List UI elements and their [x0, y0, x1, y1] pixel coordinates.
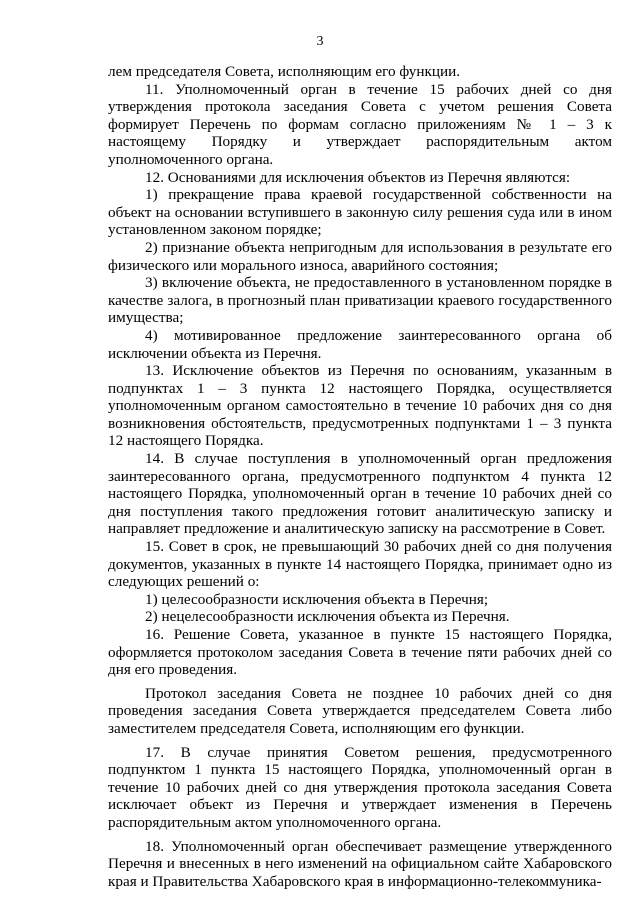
paragraph-continuation: лем председателя Совета, исполняющим его функции. [108, 63, 461, 80]
paragraph-13: 13. Исключение объектов из Перечня по основаниям, указанным в подпунктах 1 – 3 пункта 12 настоящего Порядка, осуществляется уполномоченным органом самостоятельно в течение 10 рабочих дня со дня возникновения обстоятельств, предусмотренных подпунктами 1 – 3 пункта 12 настоящего Порядка. [108, 362, 612, 450]
paragraph-15-item-1: 1) целесообразности исключения объекта в Перечня; [145, 590, 489, 608]
paragraph-12-item-4: 4) мотивированное предложение заинтересованного органа об исключении объекта из Перечня. [108, 326, 612, 362]
paragraph-12: 12. Основаниями для исключения объектов из Перечня являются: [145, 168, 571, 186]
document-body [108, 63, 612, 890]
paragraph-16: 16. Решение Совета, указанное в пункте 15 настоящего Порядка, оформляется протоколом заседания Совета в течение пяти рабочих дней со дня его проведения. [108, 626, 612, 679]
paragraph-16-protocol: Протокол заседания Совета не позднее 10 рабочих дней со дня проведения заседания Совета утверждается председателем Совета либо заместителем председателя Совета, исполняющим его функции. [108, 684, 612, 737]
paragraph-12-item-1: 1) прекращение права краевой государственной собственности на объект на основании вступившего в законную силу решения суда или в ином установленном законом порядке; [108, 186, 612, 239]
paragraph-12-item-3: 3) включение объекта, не предоставленного в установленном порядке в качестве залога, в прогнозный план приватизации краевого государственного имущества; [108, 274, 612, 327]
paragraph-12-item-2: 2) признание объекта непригодным для использования в результате его физического или морального износа, аварийного состояния; [108, 238, 612, 274]
page-number: 3 [316, 34, 324, 49]
paragraph-15-item-2: 2) нецелесообразности исключения объекта из Перечня. [145, 608, 510, 626]
paragraph-18: 18. Уполномоченный орган обеспечивает размещение утвержденного Перечня и внесенных в него изменений на официальном сайте Хабаровского края и Правительства Хабаровского края в информационно-телекоммуника- [108, 837, 612, 890]
paragraph-17: 17. В случае принятия Советом решения, предусмотренного подпунктом 1 пункта 15 настоящего Порядка, уполномоченный орган в течение 10 рабочих дней со дня утверждения протокола заседания Совета исключает объект из Перечня и утверждает изменения в Перечень распорядительным актом уполномоченного органа. [108, 743, 612, 831]
paragraph-15: 15. Совет в срок, не превышающий 30 рабочих дней со дня получения документов, указанных в пункте 14 настоящего Порядка, принимает одно из следующих решений о: [108, 538, 612, 591]
paragraph-11: 11. Уполномоченный орган в течение 15 рабочих дней со дня утверждения протокола заседания Совета с учетом решения Совета формирует Перечень по формам согласно приложениям № 1 – 3 к настоящему Порядку и утверждает распорядительным актом уполномоченного органа. [108, 80, 612, 168]
paragraph-14: 14. В случае поступления в уполномоченный орган предложения заинтересованного органа, предусмотренного подпунктом 4 пункта 12 настоящего Порядка, уполномоченный орган в течение 10 рабочих дней со дня поступления такого предложения готовит аналитическую записку и направляет предложение и аналитическую записку на рассмотрение в Совет. [108, 450, 612, 538]
